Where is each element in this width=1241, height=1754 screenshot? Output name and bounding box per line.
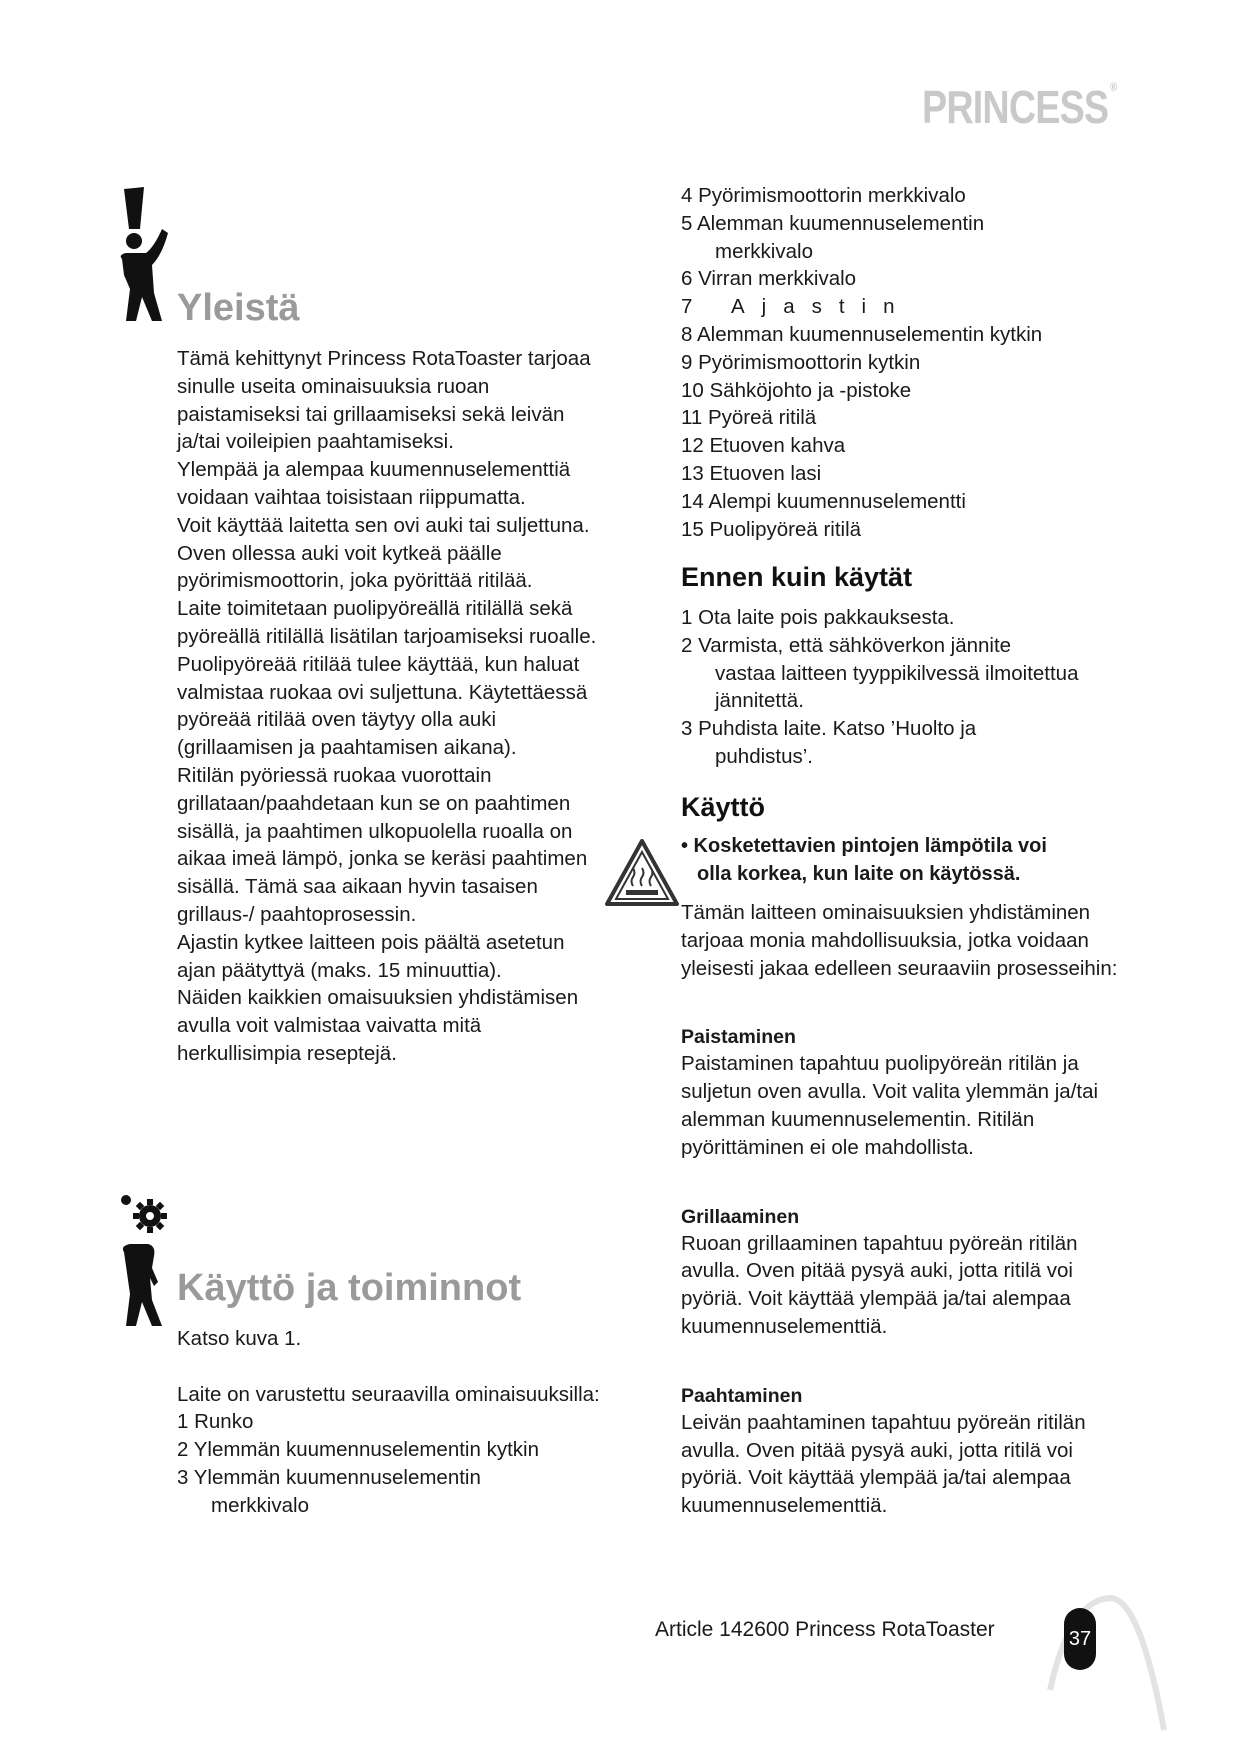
list-item: 9 Pyörimismoottorin kytkin <box>681 350 921 374</box>
list-item <box>177 1464 607 1520</box>
list-item: 6 Virran merkkivalo <box>681 267 857 291</box>
subheading-frying: Paistaminen <box>681 1026 796 1049</box>
section-title-use-functions: Käyttö ja toiminnot <box>177 1267 522 1309</box>
section-title-use: Käyttö <box>681 792 766 822</box>
hot-surface-warning-icon <box>604 838 680 908</box>
list-item-continuation: puhdistus’. <box>715 744 814 768</box>
list-item-text: 2 Varmista, että sähköverkon jännite <box>681 633 1012 657</box>
list-item-continuation: merkkivalo <box>715 239 813 263</box>
list-item: 1 Runko <box>177 1410 254 1434</box>
paragraph: Tämä kehittynyt Princess RotaToaster tarjoaa sinulle useita ominaisuuksia ruoan paistamiseksi tai grillaamiseksi sekä leivän ja/tai voileipien paahtamiseksi. <box>177 347 591 454</box>
list-item: 12 Etuoven kahva <box>681 434 846 458</box>
before-use-block <box>681 560 1121 771</box>
features-list-right <box>681 182 1121 543</box>
list-item: 7 Ajastin <box>681 295 912 319</box>
list-item <box>681 715 1121 771</box>
list-item: 13 Etuoven lasi <box>681 461 822 485</box>
paragraph: Näiden kaikkien omaisuuksien yhdistämisen avulla voit valmistaa vaivatta mitä herkullisimpia reseptejä. <box>177 986 579 1065</box>
list-item: 15 Puolipyöreä ritilä <box>681 517 862 541</box>
features-intro: Laite on varustettu seuraavilla ominaisuuksilla: <box>177 1382 600 1406</box>
list-item <box>681 210 1121 266</box>
list-item-text: 3 Puhdista laite. Katso ’Huolto ja <box>681 717 977 741</box>
features-list-left <box>177 1408 607 1519</box>
paragraph: Laite toimitetaan puolipyöreällä ritilällä sekä pyöreällä ritilällä lisätilan tarjoamiseksi ruoalle. Puolipyöreää ritilää tulee käyttää, kun haluat valmistaa ruokaa ovi suljettuna. Käytettäessä pyöreää ritilää oven täytyy olla auki (grillaamisen ja paahtamisen aikana). <box>177 597 597 760</box>
frying-text: Paistaminen tapahtuu puolipyöreän ritilän ja suljetun oven avulla. Voit valita ylemmän ja/tai alemman kuumennuselementin. Ritilän pyörittäminen ei ole mahdollista. <box>681 1052 1099 1159</box>
grilling-text: Ruoan grillaaminen tapahtuu pyöreän ritilän avulla. Oven pitää pysyä auki, jotta ritilä voi pyöriä. Voit käyttää ylempää ja/tai alempaa kuumennuselementtiä. <box>681 1231 1078 1338</box>
use-intro: Tämän laitteen ominaisuuksien yhdistäminen tarjoaa monia mahdollisuuksia, jotka voidaan yleisesti jakaa edelleen seuraaviin prosesseihin: <box>681 901 1118 980</box>
warning-line-1: • Kosketettavien pintojen lämpötila voi <box>681 835 1047 857</box>
exclamation-person-icon <box>110 185 172 325</box>
list-item: 1 Ota laite pois pakkauksesta. <box>681 606 955 629</box>
general-text-block <box>177 345 607 1068</box>
list-item-continuation: vastaa laitteen tyyppikilvessä ilmoitettua jännitettä. <box>715 661 1079 713</box>
list-item: 10 Sähköjohto ja -pistoke <box>681 378 912 402</box>
list-item: 8 Alemman kuumennuselementin kytkin <box>681 322 1043 346</box>
list-item: 4 Pyörimismoottorin merkkivalo <box>681 184 966 207</box>
section-title-general: Yleistä <box>177 287 300 329</box>
princess-logo: PRINCESS ® <box>922 80 1117 133</box>
subheading-grilling: Grillaaminen <box>681 1205 800 1228</box>
features-left-block <box>177 1325 607 1520</box>
see-figure-text: Katso kuva 1. <box>177 1327 302 1350</box>
list-item: 14 Alempi kuumennuselementti <box>681 489 966 513</box>
features-right-block <box>681 182 1121 543</box>
list-item: 11 Pyöreä ritilä <box>681 406 817 430</box>
before-use-steps <box>681 604 1121 771</box>
list-item-text: 5 Alemman kuumennuselementin <box>681 211 985 235</box>
use-text-block <box>681 899 1121 1520</box>
footer-article: Article 142600 Princess RotaToaster <box>655 1618 995 1641</box>
list-item: 2 Ylemmän kuumennuselementin kytkin <box>177 1438 539 1462</box>
list-item-continuation: merkkivalo <box>211 1493 309 1517</box>
gear-person-icon <box>116 1190 172 1330</box>
toasting-text: Leivän paahtaminen tapahtuu pyöreän ritilän avulla. Oven pitää pysyä auki, jotta ritilä voi pyöriä. Voit käyttää ylempää ja/tai alempaa kuumennuselementtiä. <box>681 1410 1086 1518</box>
brand-name: PRINCESS <box>922 81 1109 133</box>
subheading-toasting: Paahtaminen <box>681 1384 803 1407</box>
warning-line-2: olla korkea, kun laite on käytössä. <box>697 863 1021 885</box>
paragraph: Ylempää ja alempaa kuumennuselementtiä voidaan vaihtaa toisistaan riippumatta. <box>177 458 571 509</box>
paragraph: Ajastin kytkee laitteen pois päältä asetetun ajan päätyttyä (maks. 15 minuuttia). <box>177 930 565 982</box>
paragraph: Voit käyttää laitetta sen ovi auki tai suljettuna. Oven ollessa auki voit kytkeä päälle pyörimismoottorin, joka pyörittää ritilää. <box>177 513 590 593</box>
list-item-text: 3 Ylemmän kuumennuselementin <box>177 1465 481 1489</box>
page-number: 37 <box>1064 1608 1096 1670</box>
warning-block <box>681 832 1121 888</box>
warning-text <box>681 832 1121 888</box>
list-item <box>681 632 1121 715</box>
decorative-swoosh <box>1040 1590 1190 1740</box>
section-title-before-use: Ennen kuin käytät <box>681 562 913 592</box>
paragraph: Ritilän pyöriessä ruokaa vuorottain grillataan/paahdetaan kun se on paahtimen sisällä, ja paahtimen ulkopuolella ruoalla on aikaa imeä lämpö, jonka se keräsi paahtimen sisällä. Tämä saa aikaan hyvin tasaisen grillaus-/ paahtoprosessin. <box>177 763 588 926</box>
